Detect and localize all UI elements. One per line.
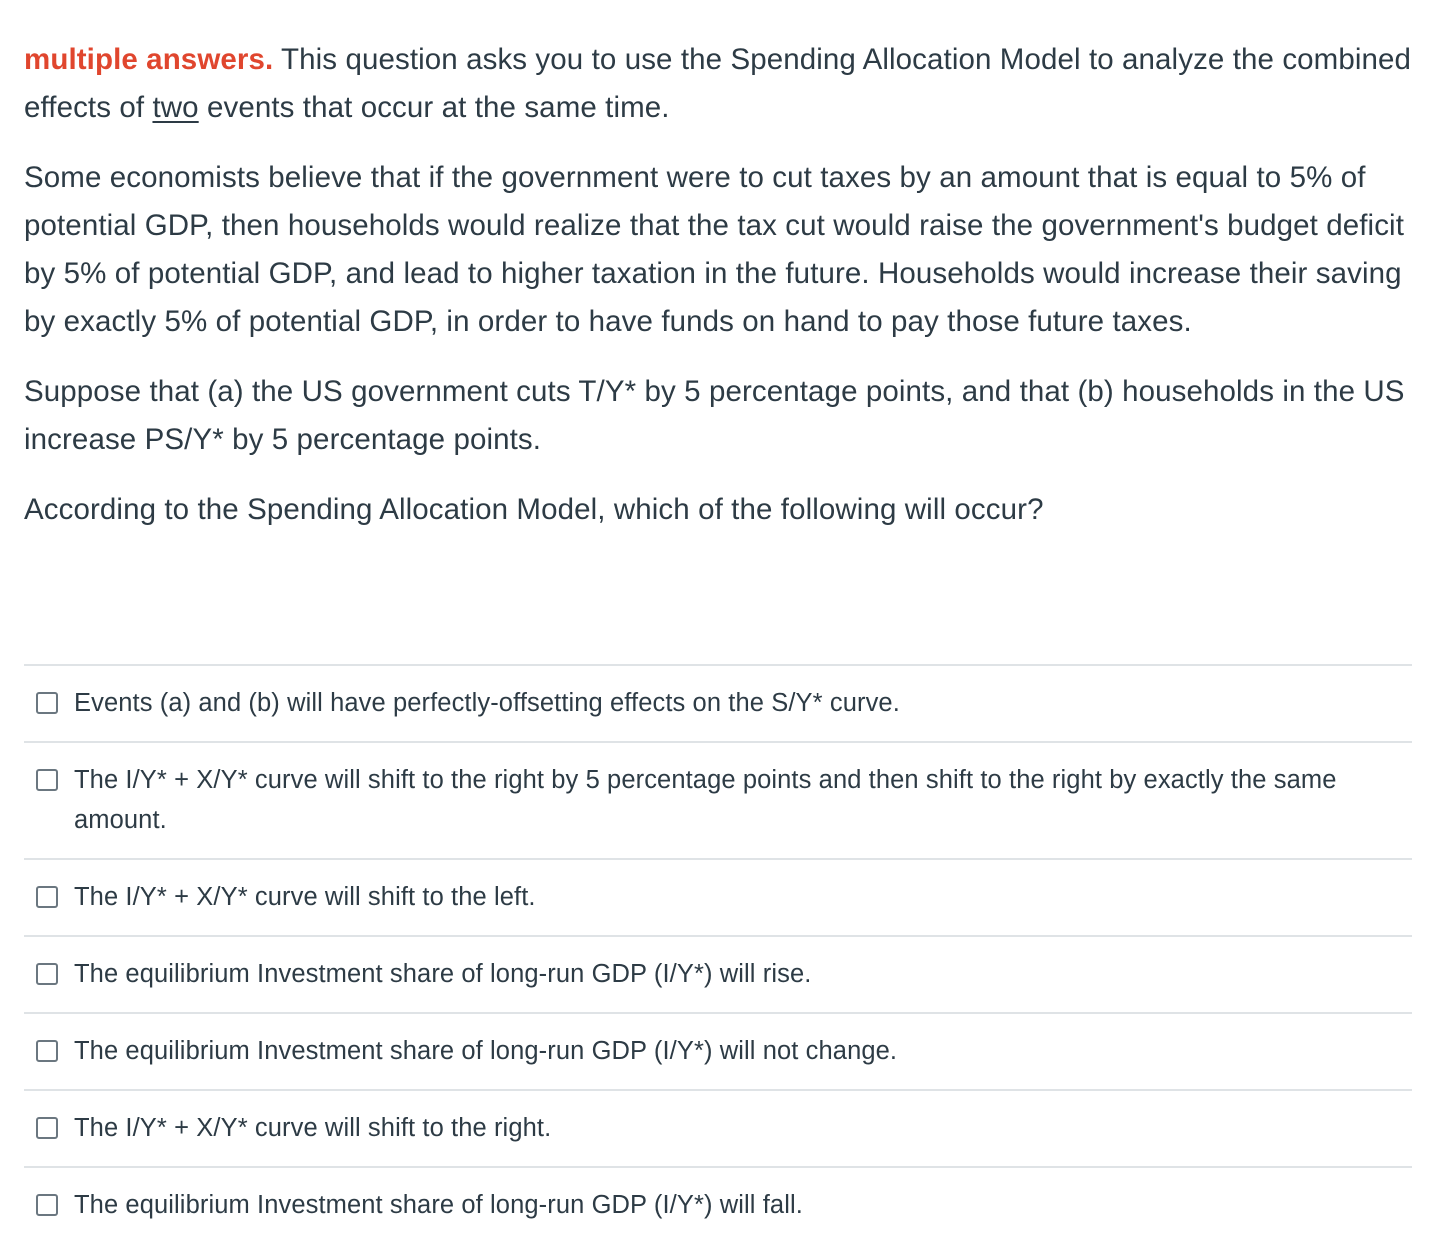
multiple-answers-hint: multiple answers.	[24, 43, 274, 76]
answer-option[interactable]	[24, 1166, 1412, 1243]
checkbox[interactable]	[36, 1194, 58, 1216]
checkbox[interactable]	[36, 692, 58, 714]
answer-option[interactable]	[24, 1012, 1412, 1089]
question-context: Some economists believe that if the government were to cut taxes by an amount that is equal to 5% of potential GDP, then households would realize that the tax cut would raise the government's budget deficit by 5% of potential GDP, and lead to higher taxation in the future. Households would increase their saving by exactly 5% of potential GDP, in order to have funds on hand to pay those future taxes.	[24, 161, 1404, 338]
answer-option[interactable]	[24, 858, 1412, 935]
answer-option[interactable]	[24, 1089, 1412, 1166]
intro-text-a: This question asks you to use the Spending Allocation Model to analyze the combined effects of	[24, 43, 1412, 124]
checkbox[interactable]	[36, 1117, 58, 1139]
answer-label: The I/Y* + X/Y* curve will shift to the right.	[74, 1114, 552, 1142]
answer-option[interactable]	[24, 935, 1412, 1012]
checkbox[interactable]	[36, 769, 58, 791]
question-prompt: According to the Spending Allocation Model, which of the following will occur?	[24, 493, 1044, 526]
answer-option[interactable]	[24, 664, 1412, 741]
checkbox[interactable]	[36, 963, 58, 985]
question-intro	[24, 36, 1419, 132]
question-scenario: Suppose that (a) the US government cuts T/Y* by 5 percentage points, and that (b) households in the US increase PS/Y* by 5 percentage points.	[24, 375, 1405, 456]
checkbox[interactable]	[36, 886, 58, 908]
answer-label: The I/Y* + X/Y* curve will shift to the left.	[74, 883, 536, 911]
answer-label: The equilibrium Investment share of long-run GDP (I/Y*) will not change.	[74, 1037, 898, 1065]
intro-underlined-word: two	[152, 91, 199, 124]
answer-label: The equilibrium Investment share of long-run GDP (I/Y*) will fall.	[74, 1191, 803, 1219]
answer-label: Events (a) and (b) will have perfectly-offsetting effects on the S/Y* curve.	[74, 689, 900, 717]
answer-option[interactable]	[24, 741, 1412, 858]
intro-text-b: events that occur at the same time.	[198, 91, 670, 124]
answer-label: The I/Y* + X/Y* curve will shift to the right by 5 percentage points and then shift to the right by exactly the same amount.	[74, 766, 1337, 834]
answer-label: The equilibrium Investment share of long-run GDP (I/Y*) will rise.	[74, 960, 812, 988]
question-body	[24, 36, 1419, 557]
checkbox[interactable]	[36, 1040, 58, 1062]
answer-list	[24, 664, 1412, 1243]
